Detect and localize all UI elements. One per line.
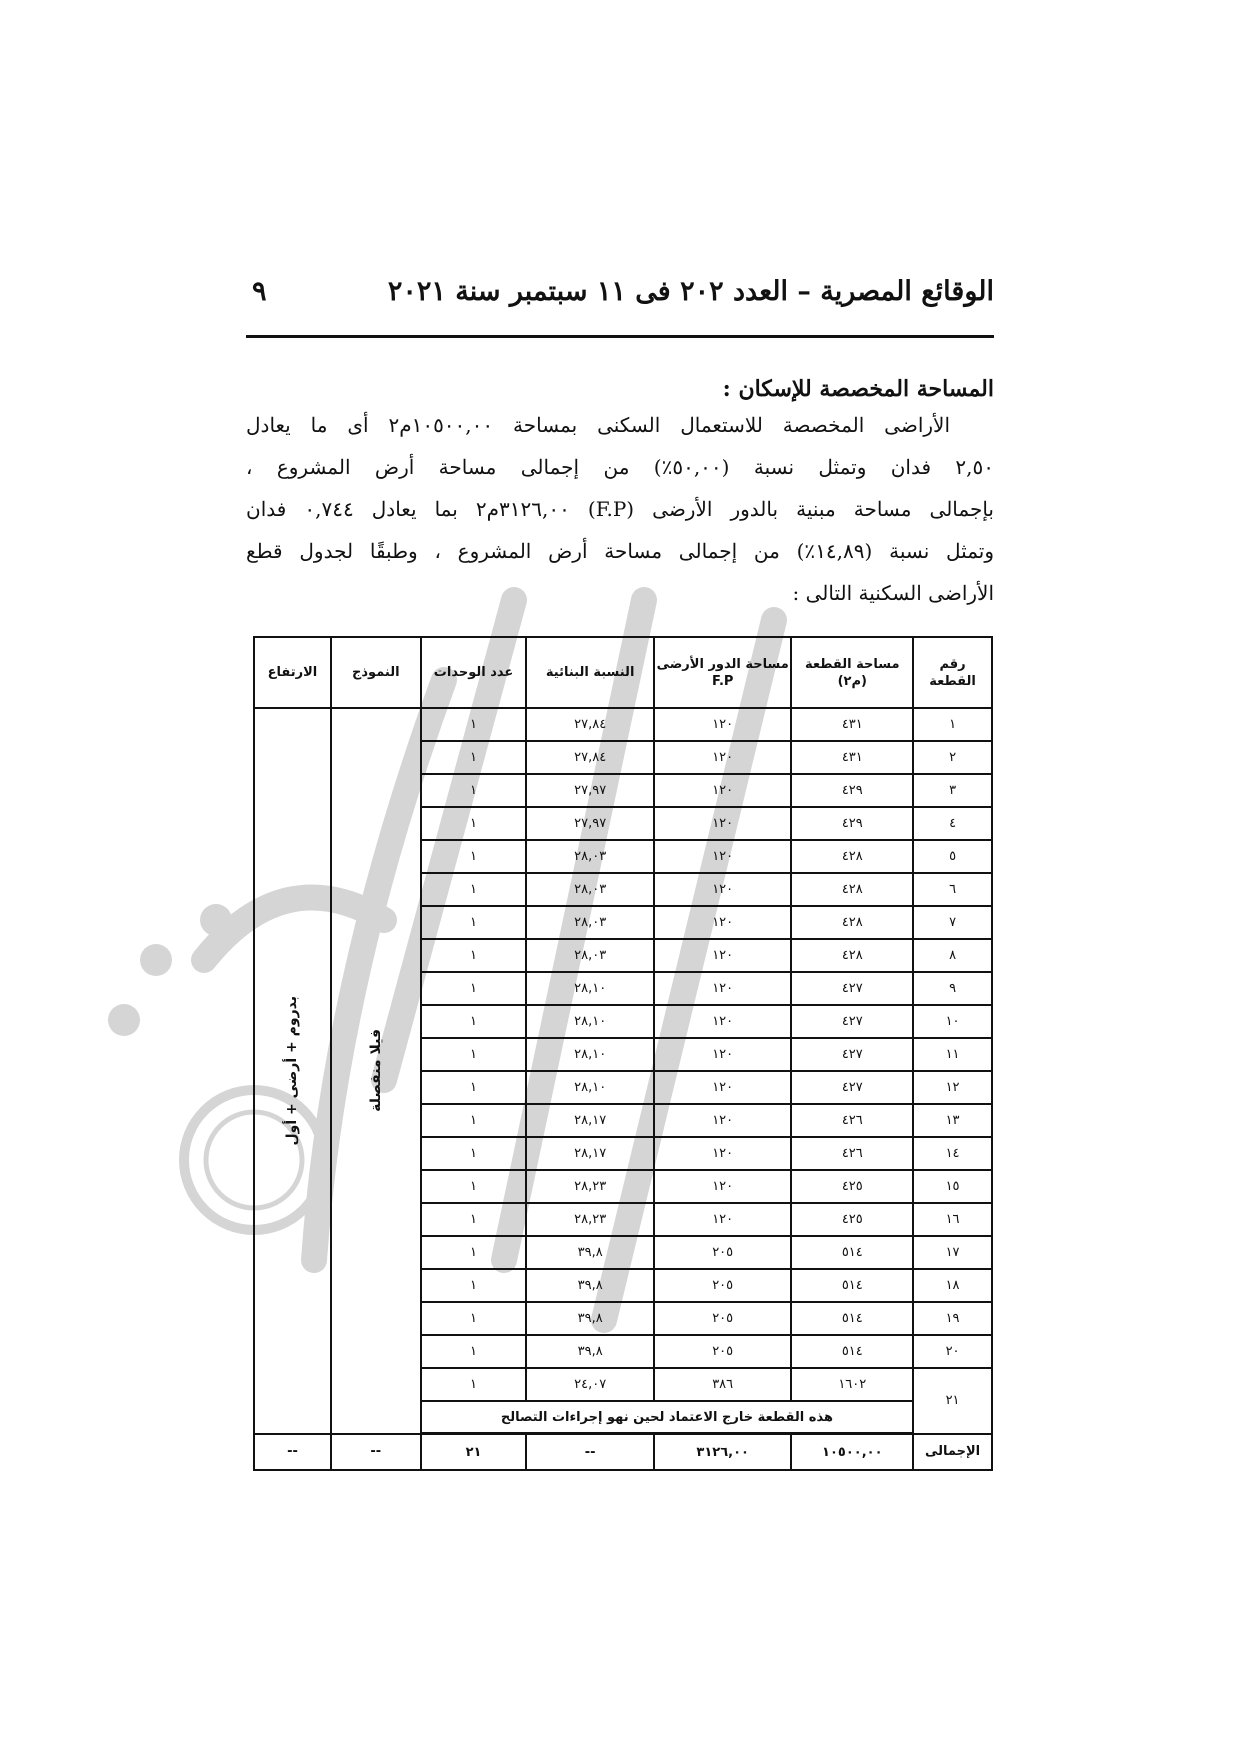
header-fp: مساحة الدور الأرضى F.P (654, 637, 792, 708)
cell-units: ١ (421, 1005, 527, 1038)
cell-units: ١ (421, 774, 527, 807)
paragraph-line: ٢,٥٠ فدان وتمثل نسبة (٥٠,٠٠٪) من إجمالى مساحة أرض المشروع ، (246, 455, 995, 479)
cell-plot-no: ١٩ (913, 1302, 992, 1335)
cell-area: ٤٢٧ (791, 1005, 913, 1038)
cell-area: ٤٢٧ (791, 972, 913, 1005)
cell-model-merged (331, 708, 421, 1434)
paragraph-line: وتمثل نسبة (١٤,٨٩٪) من إجمالى مساحة أرض المشروع ، وطبقًا لجدول قطع (246, 539, 995, 563)
page-header (246, 276, 994, 316)
cell-fp: ١٢٠ (654, 906, 792, 939)
cell-plot-no: ١٣ (913, 1104, 992, 1137)
section-heading: المساحة المخصصة للإسكان : (722, 376, 994, 402)
cell-plot-no: ٦ (913, 873, 992, 906)
cell-area: ٤٣١ (791, 708, 913, 741)
cell-ratio: ٢٨,١٠ (526, 1038, 654, 1071)
total-height: -- (254, 1434, 331, 1471)
total-area: ١٠٥٠٠,٠٠ (791, 1434, 913, 1471)
cell-plot-no: ١٦ (913, 1203, 992, 1236)
cell-plot-no: ٤ (913, 807, 992, 840)
cell-area: ٤٣١ (791, 741, 913, 774)
cell-area: ٤٢٧ (791, 1071, 913, 1104)
height-label: بدروم + أرضى + أول (284, 995, 301, 1146)
cell-units: ١ (421, 1236, 527, 1269)
cell-area: ٥١٤ (791, 1302, 913, 1335)
cell-area: ٤٢٨ (791, 840, 913, 873)
journal-title: الوقائع المصرية – العدد ٢٠٢ فى ١١ سبتمبر سنة ٢٠٢١ (387, 276, 994, 307)
total-fp: ٣١٢٦,٠٠ (654, 1434, 792, 1471)
cell-ratio: ٢٨,١٠ (526, 1071, 654, 1104)
cell-plot-no: ٧ (913, 906, 992, 939)
cell-plot-no: ١ (913, 708, 992, 741)
cell-ratio: ٢٨,٠٣ (526, 906, 654, 939)
total-ratio: -- (526, 1434, 654, 1471)
cell-ratio: ٢٨,٠٣ (526, 873, 654, 906)
cell-ratio: ٣٩,٨ (526, 1269, 654, 1302)
cell-ratio: ٣٩,٨ (526, 1335, 654, 1368)
cell-plot-no: ٣ (913, 774, 992, 807)
section-paragraph (246, 404, 994, 614)
cell-fp: ١٢٠ (654, 774, 792, 807)
cell-ratio: ٣٩,٨ (526, 1236, 654, 1269)
cell-ratio: ٢٨,١٠ (526, 1005, 654, 1038)
cell-plot-no: ٢٠ (913, 1335, 992, 1368)
cell-ratio: ٢٨,١٧ (526, 1137, 654, 1170)
cell-plot-no: ٢١ (913, 1368, 992, 1434)
paragraph-line: الأراضى السكنية التالى : (792, 581, 994, 605)
residential-plots-table (253, 636, 993, 1471)
cell-units: ١ (421, 906, 527, 939)
cell-units: ١ (421, 708, 527, 741)
cell-units: ١ (421, 1104, 527, 1137)
cell-ratio: ٢٨,٠٣ (526, 840, 654, 873)
cell-units: ١ (421, 1038, 527, 1071)
cell-ratio: ٢٤,٠٧ (526, 1368, 654, 1401)
cell-units: ١ (421, 1170, 527, 1203)
cell-area: ٤٢٨ (791, 906, 913, 939)
cell-fp: ١٢٠ (654, 939, 792, 972)
plot-note: هذه القطعة خارج الاعتماد لحين نهو إجراءات التصالح (421, 1401, 913, 1434)
cell-height-merged (254, 708, 331, 1434)
cell-plot-no: ١٧ (913, 1236, 992, 1269)
cell-fp: ١٢٠ (654, 807, 792, 840)
cell-ratio: ٢٧,٨٤ (526, 741, 654, 774)
model-label: فيلا منفصلة (367, 1029, 384, 1113)
header-height: الارتفاع (254, 637, 331, 708)
cell-area: ٤٢٧ (791, 1038, 913, 1071)
cell-units: ١ (421, 807, 527, 840)
cell-area: ٤٢٥ (791, 1203, 913, 1236)
cell-area: ٤٢٨ (791, 873, 913, 906)
cell-fp: ١٢٠ (654, 873, 792, 906)
cell-fp: ١٢٠ (654, 1005, 792, 1038)
total-model: -- (331, 1434, 421, 1471)
cell-units: ١ (421, 1302, 527, 1335)
cell-units: ١ (421, 1269, 527, 1302)
cell-area: ٤٢٩ (791, 807, 913, 840)
header-area: مساحة القطعة (م٢) (791, 637, 913, 708)
cell-ratio: ٢٨,٢٣ (526, 1170, 654, 1203)
cell-fp: ١٢٠ (654, 1071, 792, 1104)
cell-area: ٤٢٩ (791, 774, 913, 807)
cell-units: ١ (421, 1335, 527, 1368)
cell-units: ١ (421, 1137, 527, 1170)
cell-fp: ١٢٠ (654, 972, 792, 1005)
cell-fp: ١٢٠ (654, 1170, 792, 1203)
page-number: ٩ (252, 276, 267, 307)
cell-ratio: ٢٨,١٠ (526, 972, 654, 1005)
cell-units: ١ (421, 1203, 527, 1236)
header-plot-no: رقم القطعة (913, 637, 992, 708)
cell-units: ١ (421, 741, 527, 774)
cell-area: ٥١٤ (791, 1236, 913, 1269)
cell-area: ٤٢٥ (791, 1170, 913, 1203)
header-units: عدد الوحدات (421, 637, 527, 708)
cell-ratio: ٣٩,٨ (526, 1302, 654, 1335)
cell-fp: ٢٠٥ (654, 1302, 792, 1335)
cell-fp: ١٢٠ (654, 708, 792, 741)
cell-plot-no: ١٤ (913, 1137, 992, 1170)
cell-ratio: ٢٧,٩٧ (526, 774, 654, 807)
cell-units: ١ (421, 1368, 527, 1401)
cell-area: ٥١٤ (791, 1269, 913, 1302)
cell-plot-no: ١١ (913, 1038, 992, 1071)
paragraph-line: الأراضى المخصصة للاستعمال السكنى بمساحة ١٠٥٠٠,٠٠م٢ أى ما يعادل (246, 413, 950, 437)
cell-area: ٤٢٦ (791, 1137, 913, 1170)
cell-fp: ٢٠٥ (654, 1335, 792, 1368)
cell-fp: ١٢٠ (654, 1104, 792, 1137)
cell-fp: ٣٨٦ (654, 1368, 792, 1401)
cell-fp: ١٢٠ (654, 1038, 792, 1071)
cell-units: ١ (421, 873, 527, 906)
cell-area: ٥١٤ (791, 1335, 913, 1368)
cell-plot-no: ١٨ (913, 1269, 992, 1302)
cell-plot-no: ٩ (913, 972, 992, 1005)
cell-units: ١ (421, 939, 527, 972)
cell-area: ٤٢٦ (791, 1104, 913, 1137)
table-body (254, 708, 992, 1470)
table-header-row (254, 637, 992, 708)
header-ratio: النسبة البنائية (526, 637, 654, 708)
cell-plot-no: ٢ (913, 741, 992, 774)
table-row (254, 708, 992, 741)
cell-fp: ١٢٠ (654, 840, 792, 873)
table-total-row (254, 1434, 992, 1471)
cell-units: ١ (421, 972, 527, 1005)
cell-fp: ١٢٠ (654, 1137, 792, 1170)
cell-area: ٤٢٨ (791, 939, 913, 972)
cell-plot-no: ١٥ (913, 1170, 992, 1203)
cell-fp: ٢٠٥ (654, 1269, 792, 1302)
total-units: ٢١ (421, 1434, 527, 1471)
cell-fp: ٢٠٥ (654, 1236, 792, 1269)
cell-ratio: ٢٨,٢٣ (526, 1203, 654, 1236)
cell-plot-no: ١٠ (913, 1005, 992, 1038)
total-label: الإجمالى (913, 1434, 992, 1471)
paragraph-line: بإجمالى مساحة مبنية بالدور الأرضى (F.P) ٣١٢٦,٠٠م٢ بما يعادل ٠,٧٤٤ فدان (246, 497, 994, 521)
cell-ratio: ٢٨,١٧ (526, 1104, 654, 1137)
cell-plot-no: ١٢ (913, 1071, 992, 1104)
cell-units: ١ (421, 1071, 527, 1104)
cell-area: ١٦٠٢ (791, 1368, 913, 1401)
cell-ratio: ٢٧,٩٧ (526, 807, 654, 840)
cell-fp: ١٢٠ (654, 741, 792, 774)
cell-units: ١ (421, 840, 527, 873)
header-model: النموذج (331, 637, 421, 708)
header-rule (246, 335, 994, 338)
cell-fp: ١٢٠ (654, 1203, 792, 1236)
cell-plot-no: ٨ (913, 939, 992, 972)
cell-plot-no: ٥ (913, 840, 992, 873)
cell-ratio: ٢٨,٠٣ (526, 939, 654, 972)
cell-ratio: ٢٧,٨٤ (526, 708, 654, 741)
